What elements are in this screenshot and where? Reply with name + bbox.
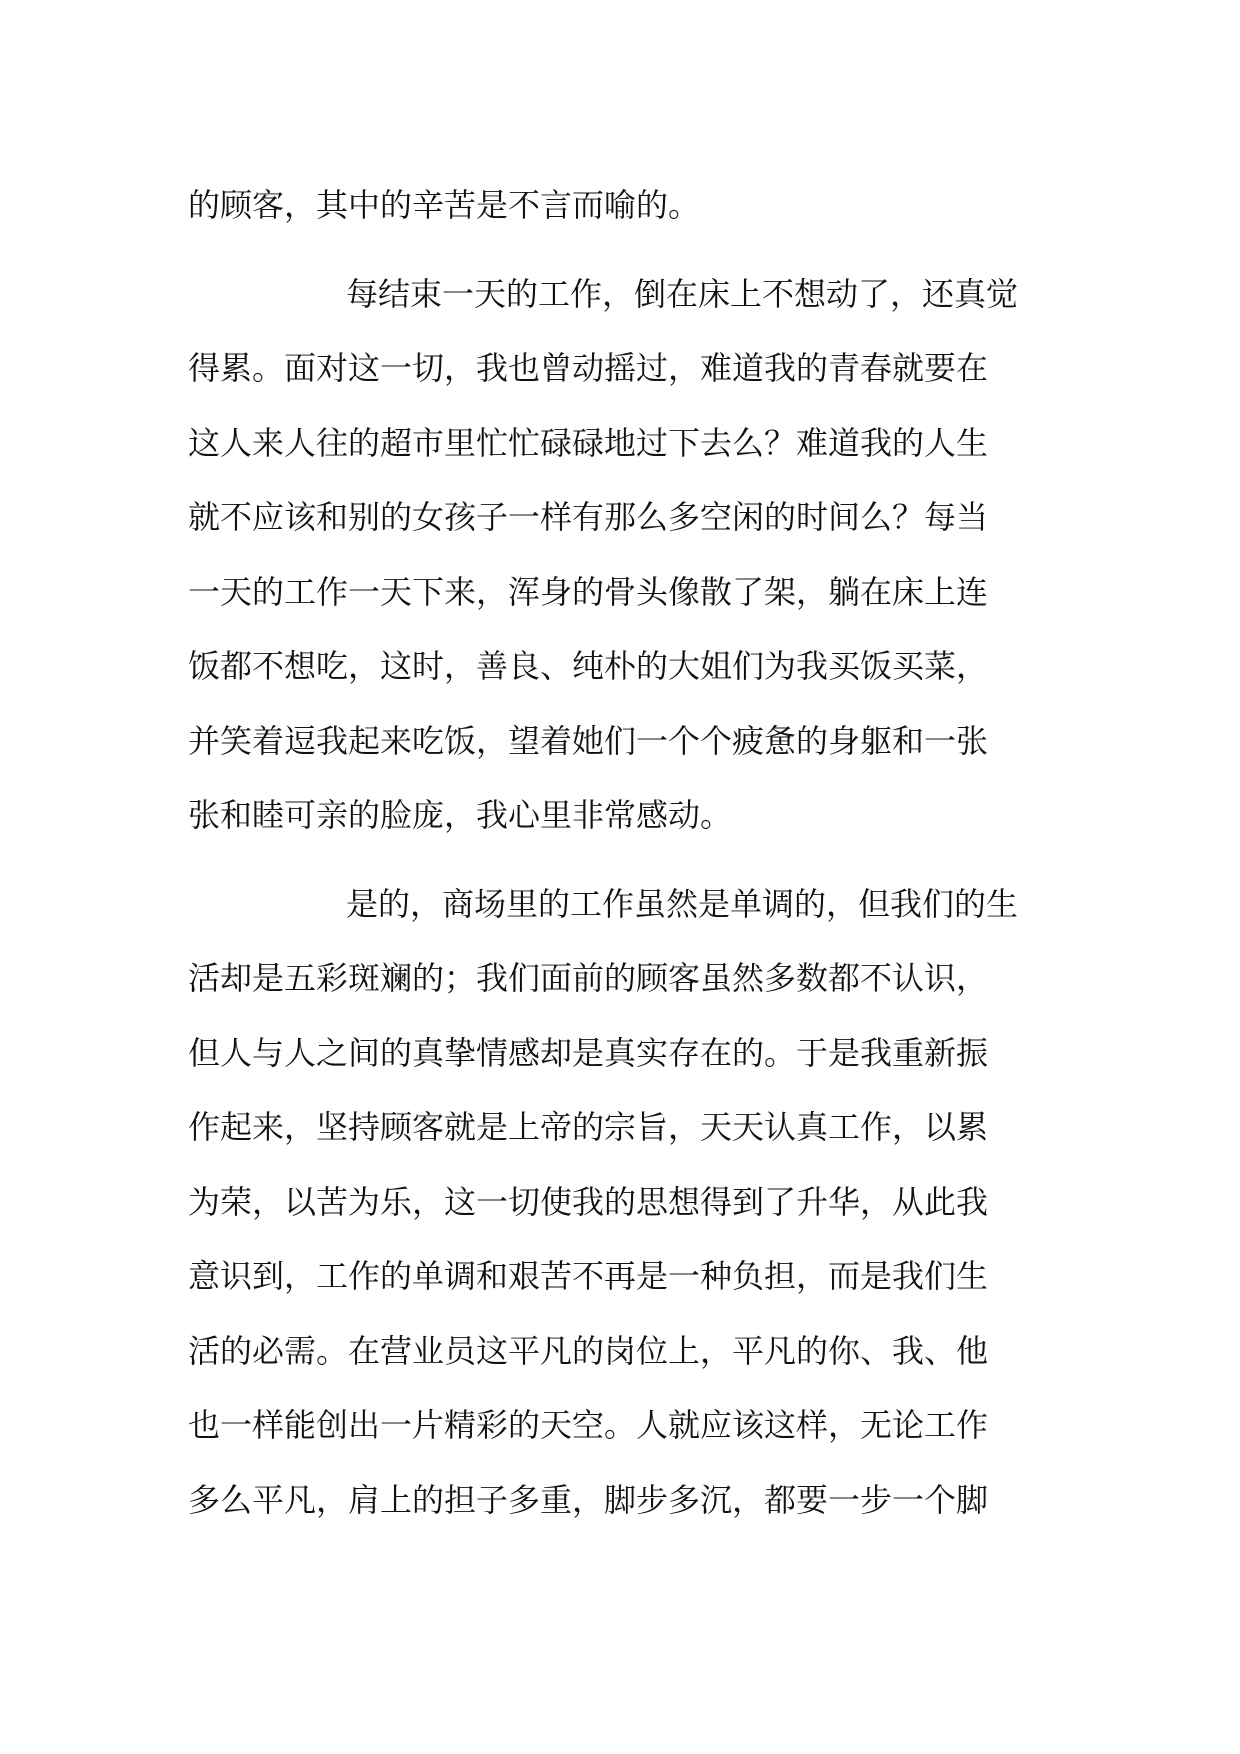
paragraph-2 — [188, 257, 1060, 853]
text-line: 作起来，坚持顾客就是上帝的宗旨，天天认真工作，以累 — [188, 1108, 989, 1146]
text-line: 一天的工作一天下来，浑身的骨头像散了架，躺在床上连 — [188, 572, 989, 611]
text-line: 每结束一天的工作，倒在床上不想动了，还真觉 — [346, 274, 1019, 313]
text-line: 就不应该和别的女孩子一样有那么多空闲的时间么？每当 — [188, 498, 989, 536]
paragraph-spacer — [188, 853, 1060, 867]
document-body — [188, 168, 1060, 1537]
text-line: 饭都不想吃，这时，善良、纯朴的大姐们为我买饭买菜， — [188, 647, 989, 685]
text-line: 的顾客，其中的辛苦是不言而喻的。 — [188, 186, 701, 224]
paragraph-3 — [188, 867, 1060, 1538]
text-line: 张和睦可亲的脸庞，我心里非常感动。 — [188, 796, 733, 834]
text-line: 活的必需。在营业员这平凡的岗位上，平凡的你、我、他 — [188, 1331, 989, 1370]
text-line: 这人来人往的超市里忙忙碌碌地过下去么？难道我的人生 — [188, 423, 989, 462]
text-line: 也一样能创出一片精彩的天空。人就应该这样，无论工作 — [188, 1406, 989, 1444]
text-line: 活却是五彩斑斓的；我们面前的顾客虽然多数都不认识， — [188, 959, 989, 997]
text-line: 得累。面对这一切，我也曾动摇过，难道我的青春就要在 — [188, 349, 989, 387]
paragraph-1 — [188, 168, 1060, 243]
text-line: 多么平凡，肩上的担子多重，脚步多沉，都要一步一个脚 — [188, 1480, 989, 1519]
text-line: 为荣，以苦为乐，这一切使我的思想得到了升华，从此我 — [188, 1182, 989, 1221]
text-line: 意识到，工作的单调和艰苦不再是一种负担，而是我们生 — [188, 1257, 989, 1295]
paragraph-spacer — [188, 243, 1060, 257]
text-line: 并笑着逗我起来吃饭，望着她们一个个疲惫的身躯和一张 — [188, 721, 989, 760]
text-line: 但人与人之间的真挚情感却是真实存在的。于是我重新振 — [188, 1033, 989, 1072]
text-line: 是的，商场里的工作虽然是单调的，但我们的生 — [346, 884, 1019, 923]
